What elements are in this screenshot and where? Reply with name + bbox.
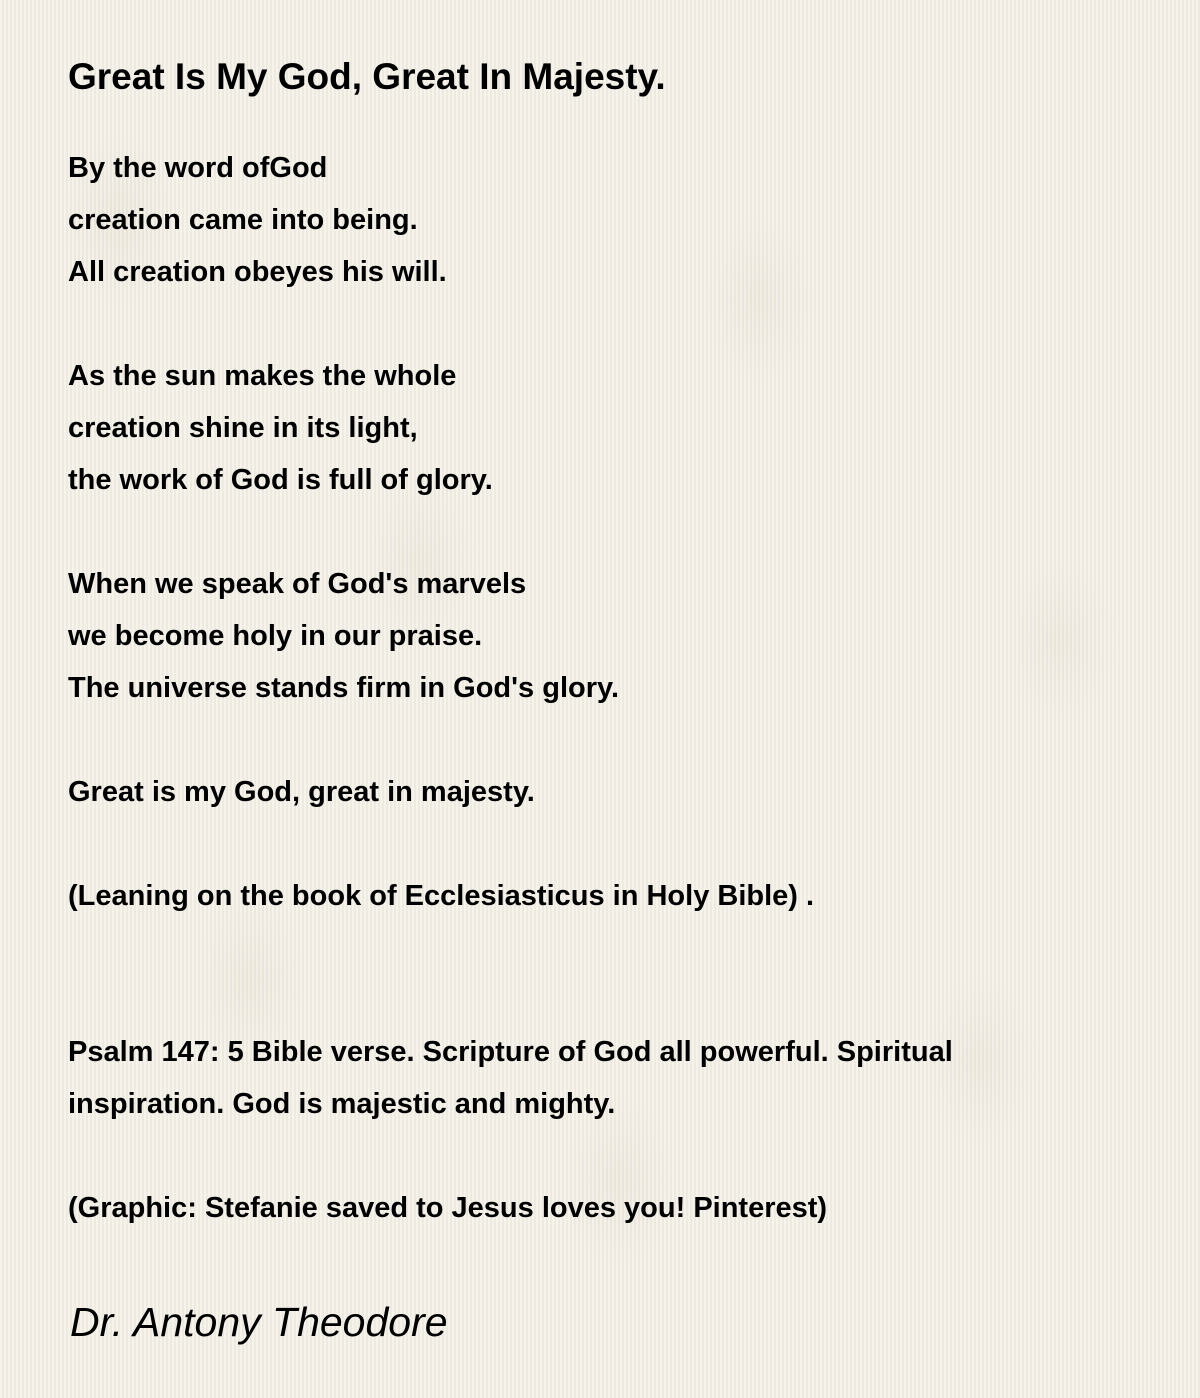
author-name: Dr. Antony Theodore — [70, 1299, 448, 1345]
stanza-1 — [68, 142, 1148, 298]
poem-line: the work of God is full of glory. — [68, 464, 493, 496]
poem-line: Great is my God, great in majesty. — [68, 776, 535, 808]
poem-line: By the word ofGod — [68, 152, 328, 184]
poem-line: creation came into being. — [68, 204, 418, 236]
poem-line: The universe stands firm in God's glory. — [68, 672, 620, 704]
graphic-credit: (Graphic: Stefanie saved to Jesus loves you! Pinterest) — [68, 1192, 828, 1224]
poem-line: All creation obeyes his will. — [68, 256, 447, 288]
poem-card — [68, 52, 1148, 1286]
poem-body — [68, 142, 1148, 1234]
stanza-5 — [68, 870, 1148, 922]
poem-caption: Psalm 147: 5 Bible verse. Scripture of God all powerful. Spiritual inspiration. God is majestic and mighty. — [68, 1036, 953, 1120]
spacer — [68, 974, 1148, 1026]
poem-line: When we speak of God's marvels — [68, 568, 527, 600]
poem-line: (Leaning on the book of Ecclesiasticus in Holy Bible) . — [68, 880, 815, 912]
stanza-3 — [68, 558, 1148, 714]
stanza-2 — [68, 350, 1148, 506]
poem-line: As the sun makes the whole — [68, 360, 457, 392]
poem-line: we become holy in our praise. — [68, 620, 483, 652]
poem-title: Great Is My God, Great In Majesty. — [68, 56, 666, 97]
stanza-4 — [68, 766, 1148, 818]
poem-line: creation shine in its light, — [68, 412, 418, 444]
